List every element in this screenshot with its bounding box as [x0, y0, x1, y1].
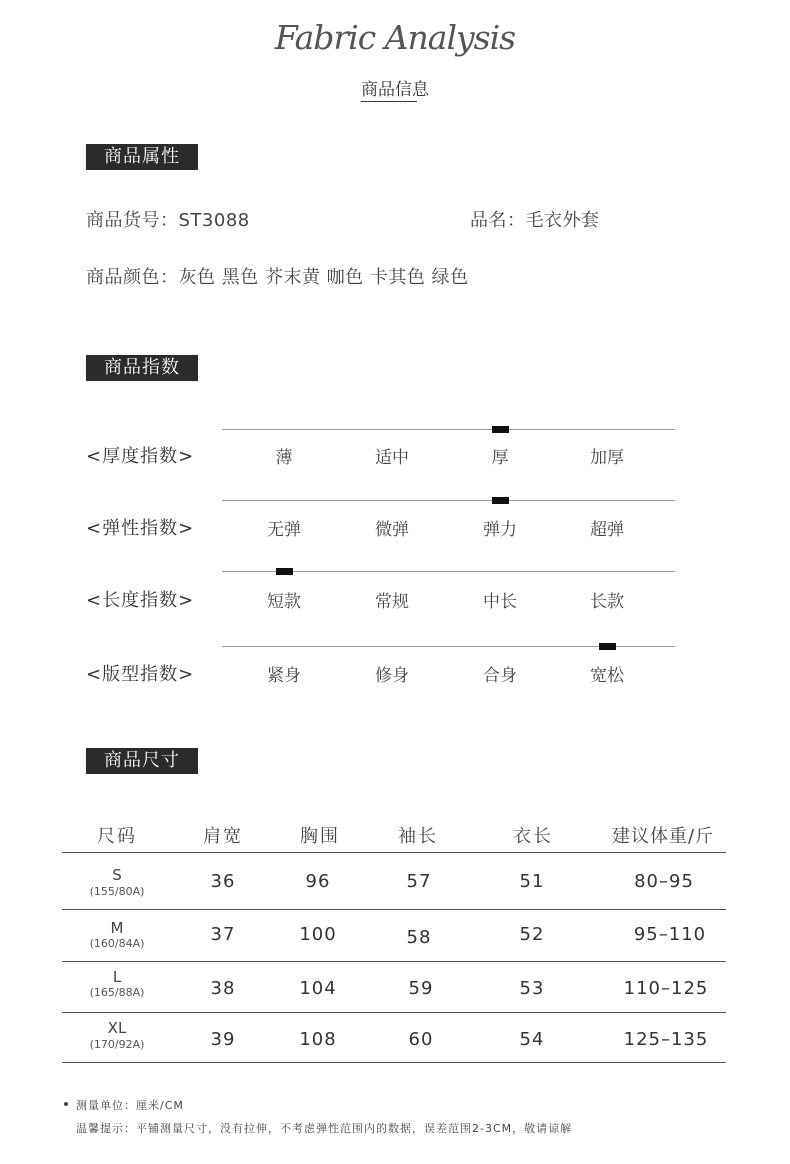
table-header: 肩宽 [203, 826, 243, 847]
size-label: S [112, 866, 122, 884]
index-option: 厚 [491, 448, 509, 468]
table-cell: 125–135 [623, 1029, 709, 1050]
size-spec: (155/80A) [89, 885, 145, 898]
index-option: 弹力 [483, 520, 517, 540]
index-marker [276, 568, 293, 575]
table-cell: 96 [305, 871, 331, 892]
page-title: Fabric Analysis [274, 18, 516, 57]
table-cell: 104 [299, 978, 337, 999]
measure-tip-note: 温馨提示：平铺测量尺寸，没有拉伸，不考虑弹性范围内的数据，误差范围2-3CM，敬请谅解 [76, 1122, 573, 1135]
index-option: 常规 [375, 592, 409, 612]
table-cell: 60 [408, 1029, 434, 1050]
table-divider [62, 1062, 726, 1063]
index-option: 加厚 [590, 448, 624, 468]
table-cell: 108 [299, 1029, 337, 1050]
table-header: 胸围 [300, 826, 340, 847]
index-option: 宽松 [590, 666, 624, 686]
table-header: 尺码 [97, 826, 137, 847]
table-header: 建议体重/斤 [612, 826, 715, 847]
index-option: 长款 [590, 592, 624, 612]
subtitle-underline [361, 101, 417, 102]
size-label: L [112, 968, 122, 986]
size-spec: (165/88A) [89, 986, 145, 999]
table-divider [62, 909, 726, 910]
table-cell: 59 [408, 978, 434, 999]
size-label: XL [107, 1019, 127, 1037]
index-option: 中长 [483, 592, 517, 612]
index-label-thickness: <厚度指数> [86, 446, 195, 467]
index-marker [492, 426, 509, 433]
size-label: M [110, 919, 124, 937]
item-colors: 商品颜色：灰色 黑色 芥末黄 咖色 卡其色 绿色 [86, 267, 469, 288]
table-cell: 39 [210, 1029, 236, 1050]
index-label-length: <长度指数> [86, 590, 195, 611]
table-header: 衣长 [513, 826, 553, 847]
table-cell: 37 [210, 924, 236, 945]
index-scale-line [222, 429, 675, 430]
index-scale-line [222, 500, 675, 501]
table-cell: 100 [299, 924, 337, 945]
item-number: 商品货号：ST3088 [86, 210, 250, 231]
table-cell: 51 [519, 871, 545, 892]
section-heading-sizes: 商品尺寸 [86, 748, 198, 774]
section-heading-attributes: 商品属性 [86, 144, 198, 170]
table-cell: 36 [210, 871, 236, 892]
index-option: 修身 [375, 666, 409, 686]
bullet-icon [64, 1102, 68, 1106]
table-cell: 54 [519, 1029, 545, 1050]
table-cell: 38 [210, 978, 236, 999]
table-cell: 58 [406, 927, 432, 948]
table-cell: 57 [406, 871, 432, 892]
page-subtitle: 商品信息 [361, 80, 429, 100]
table-divider [62, 961, 726, 962]
index-option: 薄 [275, 448, 293, 468]
section-heading-indices: 商品指数 [86, 355, 198, 381]
index-marker [599, 643, 616, 650]
table-cell: 80–95 [634, 871, 694, 892]
table-cell: 95–110 [633, 924, 707, 945]
table-cell: 110–125 [623, 978, 709, 999]
index-option: 适中 [375, 448, 409, 468]
index-option: 超弹 [590, 520, 624, 540]
measure-unit-note: 测量单位：厘米/CM [76, 1099, 184, 1112]
index-label-fit: <版型指数> [86, 664, 195, 685]
index-option: 微弹 [375, 520, 409, 540]
index-option: 紧身 [267, 666, 301, 686]
size-spec: (170/92A) [89, 1038, 145, 1051]
table-header: 袖长 [398, 826, 438, 847]
index-option: 无弹 [267, 520, 301, 540]
table-cell: 52 [519, 924, 545, 945]
table-divider [62, 1012, 726, 1013]
table-divider [62, 852, 726, 853]
index-label-elasticity: <弹性指数> [86, 518, 195, 539]
item-name: 品名：毛衣外套 [470, 210, 600, 231]
index-option: 短款 [267, 592, 301, 612]
size-spec: (160/84A) [89, 937, 145, 950]
table-cell: 53 [519, 978, 545, 999]
index-option: 合身 [483, 666, 517, 686]
index-marker [492, 497, 509, 504]
